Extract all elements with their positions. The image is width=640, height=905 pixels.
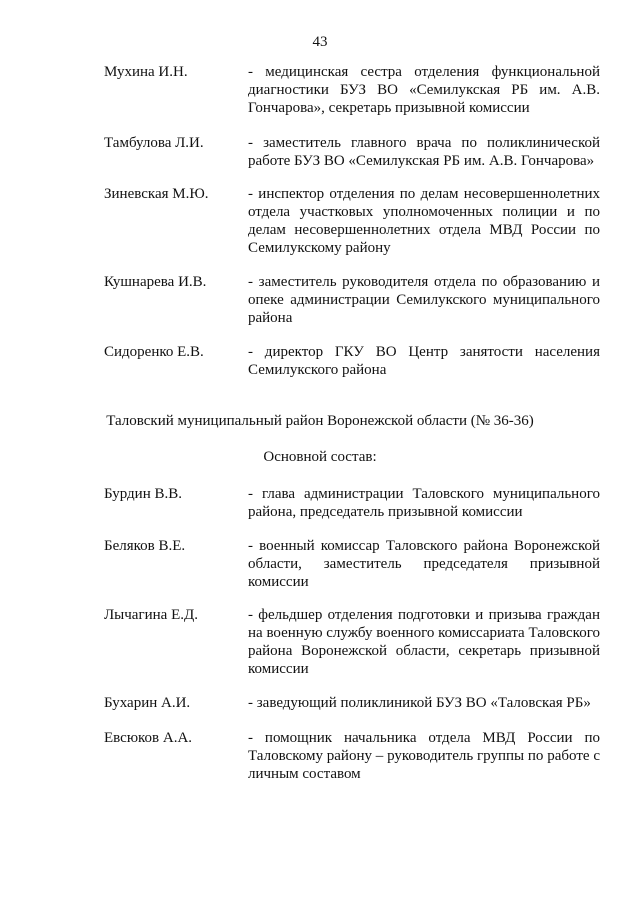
- member-name: Кушнарева И.В.: [104, 274, 207, 290]
- member-name: Бухарин А.И.: [104, 695, 191, 711]
- list-item: [104, 606, 600, 678]
- member-name: Зиневская М.Ю.: [104, 186, 209, 202]
- list-item: [104, 63, 600, 117]
- member-role: - помощник начальника отдела МВД России по Таловскому району – руководитель группы по работе с личным составом: [248, 730, 600, 782]
- member-role: - заведующий поликлиникой БУЗ ВО «Таловская РБ»: [248, 695, 591, 711]
- member-role: - военный комиссар Таловского района Воронежской области, заместитель председателя призывной комиссии: [248, 538, 600, 590]
- section-subtitle: Основной состав:: [263, 449, 377, 465]
- member-name: Тамбулова Л.И.: [104, 135, 204, 151]
- member-name: Евсюков А.А.: [104, 730, 193, 746]
- member-role: - директор ГКУ ВО Центр занятости населения Семилукского района: [248, 344, 600, 378]
- member-role: - фельдшер отделения подготовки и призыва граждан на военную службу военного комиссариата Таловского района Воронежской области, секретарь призывной комиссии: [248, 607, 600, 677]
- list-item: [104, 694, 600, 712]
- list-item: [104, 273, 600, 327]
- member-name: Мухина И.Н.: [104, 64, 188, 80]
- page-number: 43: [312, 34, 328, 50]
- member-name: Беляков В.Е.: [104, 538, 186, 554]
- member-name: Сидоренко Е.В.: [104, 344, 204, 360]
- member-name: Бурдин В.В.: [104, 486, 182, 502]
- section-title: Таловский муниципальный район Воронежской области (№ 36-36): [106, 413, 534, 429]
- member-role: - инспектор отделения по делам несовершеннолетних отдела участковых уполномоченных полиции и по делам несовершеннолетних отдела МВД России по Семилукскому району: [248, 186, 600, 256]
- member-role: - заместитель руководителя отдела по образованию и опеке администрации Семилукского муниципального района: [248, 274, 600, 326]
- member-role: - медицинская сестра отделения функциональной диагностики БУЗ ВО «Семилукская РБ им. А.В. Гончарова», секретарь призывной комиссии: [248, 64, 600, 116]
- member-role: - глава администрации Таловского муниципального района, председатель призывной комиссии: [248, 486, 600, 520]
- list-item: [104, 729, 600, 783]
- list-item: [104, 537, 600, 591]
- list-item: [104, 485, 600, 521]
- list-item: [104, 185, 600, 257]
- list-item: [104, 134, 600, 170]
- list-item: [104, 343, 600, 379]
- member-role: - заместитель главного врача по поликлинической работе БУЗ ВО «Семилукская РБ им. А.В. Гончарова»: [248, 135, 600, 169]
- member-name: Лычагина Е.Д.: [104, 607, 198, 623]
